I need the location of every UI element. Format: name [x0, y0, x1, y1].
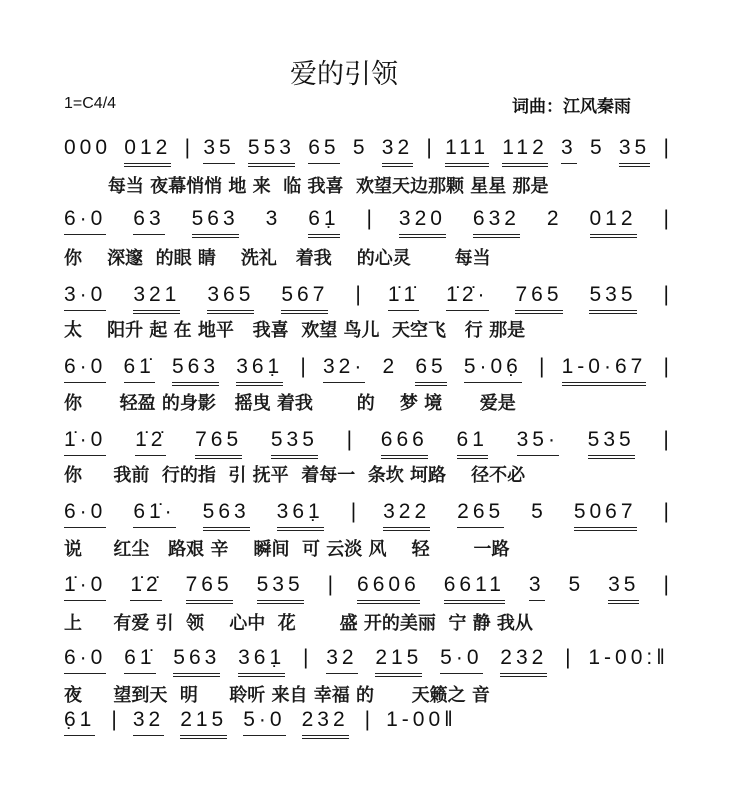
note-group: 215	[375, 646, 422, 677]
note-group: 320	[399, 207, 446, 238]
lyrics-row: 你 轻盈 的身影 摇曳 着我 的 梦 境 爱是	[64, 393, 516, 414]
note-group: 563	[172, 355, 219, 386]
note-group: 535	[257, 573, 304, 604]
note-group: 5·06̣	[464, 355, 522, 383]
note-group: 3	[265, 207, 282, 230]
note-group: 2	[546, 207, 563, 230]
note-group: 1̇·0	[64, 573, 106, 601]
note-group: 1̇1̇	[388, 283, 419, 311]
note-group: 563	[192, 207, 239, 238]
note-group: 5·0	[243, 708, 285, 736]
bar-line: |	[663, 500, 669, 523]
note-group: 6606	[357, 573, 420, 604]
note-group: 1-0·67	[562, 355, 647, 386]
notation-row	[64, 136, 669, 170]
notation-row	[64, 283, 669, 317]
note-group: 765	[195, 428, 242, 459]
note-group: 3	[561, 136, 577, 164]
notation-row	[64, 355, 669, 389]
note-group: 32	[133, 708, 164, 736]
note-group: 61̣	[308, 207, 339, 238]
note-group: 6·0	[64, 646, 106, 674]
bar-line: |	[426, 136, 432, 159]
note-group: 765	[515, 283, 562, 314]
note-group: 5	[568, 573, 585, 596]
note-group: 61̇·	[133, 500, 175, 528]
note-group: 215	[180, 708, 227, 739]
note-group: 666	[381, 428, 428, 459]
note-group: 012	[590, 207, 637, 238]
note-group: 1-00:‖	[588, 646, 669, 669]
note-group: 35	[608, 573, 639, 604]
note-group: 322	[383, 500, 430, 531]
note-group: 567	[281, 283, 328, 314]
note-group: 63	[133, 207, 164, 235]
note-group: 5	[531, 500, 547, 523]
note-group: 1̇2̇·	[446, 283, 488, 311]
bar-line: |	[111, 708, 117, 731]
notation-row	[64, 573, 669, 607]
bar-line: |	[565, 646, 571, 669]
note-group: 2	[382, 355, 399, 378]
bar-line: |	[346, 428, 353, 451]
note-group: 61	[457, 428, 488, 459]
note-group: 6·0	[64, 355, 106, 383]
bar-line: |	[663, 355, 669, 378]
note-group: 5	[589, 136, 606, 159]
note-group: 65	[308, 136, 339, 164]
note-group: 535	[271, 428, 318, 459]
note-group: 6·0	[64, 207, 106, 235]
notation-row	[64, 207, 669, 241]
note-group: 3	[529, 573, 545, 601]
note-group: 535	[589, 283, 636, 314]
note-group: 535	[588, 428, 635, 459]
note-group: 1-00‖	[386, 708, 457, 731]
notation-row	[64, 428, 669, 462]
key-signature: 1=C4/4	[64, 95, 117, 112]
note-group: 35	[619, 136, 650, 167]
bar-line: |	[364, 708, 371, 731]
note-group: 553	[248, 136, 295, 167]
bar-line: |	[366, 207, 372, 230]
note-group: 1̇·0	[64, 428, 106, 456]
bar-line: |	[663, 428, 669, 451]
note-group: 61̇	[124, 355, 155, 383]
lyrics-row: 夜 望到天 明 聆听 来自 幸福 的 天籁之 音	[64, 685, 490, 706]
note-group: 32	[382, 136, 413, 167]
note-group: 000	[64, 136, 112, 159]
note-group: 563	[173, 646, 220, 677]
note-group: 6̣1	[64, 708, 95, 736]
note-group: 6611	[444, 573, 505, 604]
bar-line: |	[184, 136, 191, 159]
note-group: 765	[186, 573, 233, 604]
notation-row	[64, 646, 669, 680]
note-group: 321	[133, 283, 180, 314]
note-group: 6·0	[64, 500, 106, 528]
lyrics-row: 你 深邃 的眼 睛 洗礼 着我 的心灵 每当	[64, 248, 491, 269]
note-group: 365	[207, 283, 254, 314]
lyrics-row: 说 红尘 路艰 辛 瞬间 可 云淡 风 轻 一路	[64, 539, 510, 560]
note-group: 1̇2̇	[130, 573, 161, 601]
bar-line: |	[538, 355, 545, 378]
note-group: 5	[352, 136, 369, 159]
note-group: 265	[457, 500, 504, 528]
note-group: 1̇2̇	[135, 428, 166, 456]
lyrics-row: 每当 夜幕悄悄 地 来 临 我喜 欢望天边那颗 星星 那是	[64, 176, 549, 197]
bar-line: |	[663, 207, 669, 230]
lyrics-row: 太 阳升 起 在 地平 我喜 欢望 鸟儿 天空飞 行 那是	[64, 320, 526, 341]
bar-line: |	[663, 136, 669, 159]
note-group: 012	[124, 136, 171, 167]
note-group: 61̇	[124, 646, 155, 674]
bar-line: |	[663, 573, 669, 596]
note-group: 361̣	[277, 500, 324, 531]
note-group: 35	[203, 136, 234, 164]
bar-line: |	[663, 283, 669, 306]
bar-line: |	[355, 283, 361, 306]
composer-credit: 词曲：江风秦雨	[512, 97, 631, 117]
note-group: 65	[415, 355, 446, 386]
note-group: 361̣	[236, 355, 283, 386]
note-group: 232	[302, 708, 349, 739]
note-group: 3·0	[64, 283, 106, 311]
note-group: 35·	[517, 428, 559, 456]
note-group: 32	[326, 646, 357, 674]
lyrics-row: 你 我前 行的指 引 抚平 着每一 条坎 坷路 径不必	[64, 465, 526, 486]
note-group: 632	[473, 207, 520, 238]
note-group: 112	[502, 136, 547, 167]
lyrics-row: 上 有爱 引 领 心中 花 盛 开的美丽 宁 静 我从	[64, 613, 533, 634]
bar-line: |	[327, 573, 334, 596]
note-group: 232	[500, 646, 547, 677]
song-title: 爱的引领	[290, 59, 398, 90]
notation-row	[64, 708, 457, 742]
note-group: 5067	[574, 500, 637, 531]
note-group: 32·	[323, 355, 365, 383]
bar-line: |	[350, 500, 357, 523]
note-group: 111	[445, 136, 489, 167]
note-group: 5·0	[440, 646, 482, 674]
bar-line: |	[300, 355, 306, 378]
note-group: 361̣	[238, 646, 285, 677]
notation-row	[64, 500, 669, 534]
note-group: 563	[203, 500, 250, 531]
bar-line: |	[302, 646, 309, 669]
